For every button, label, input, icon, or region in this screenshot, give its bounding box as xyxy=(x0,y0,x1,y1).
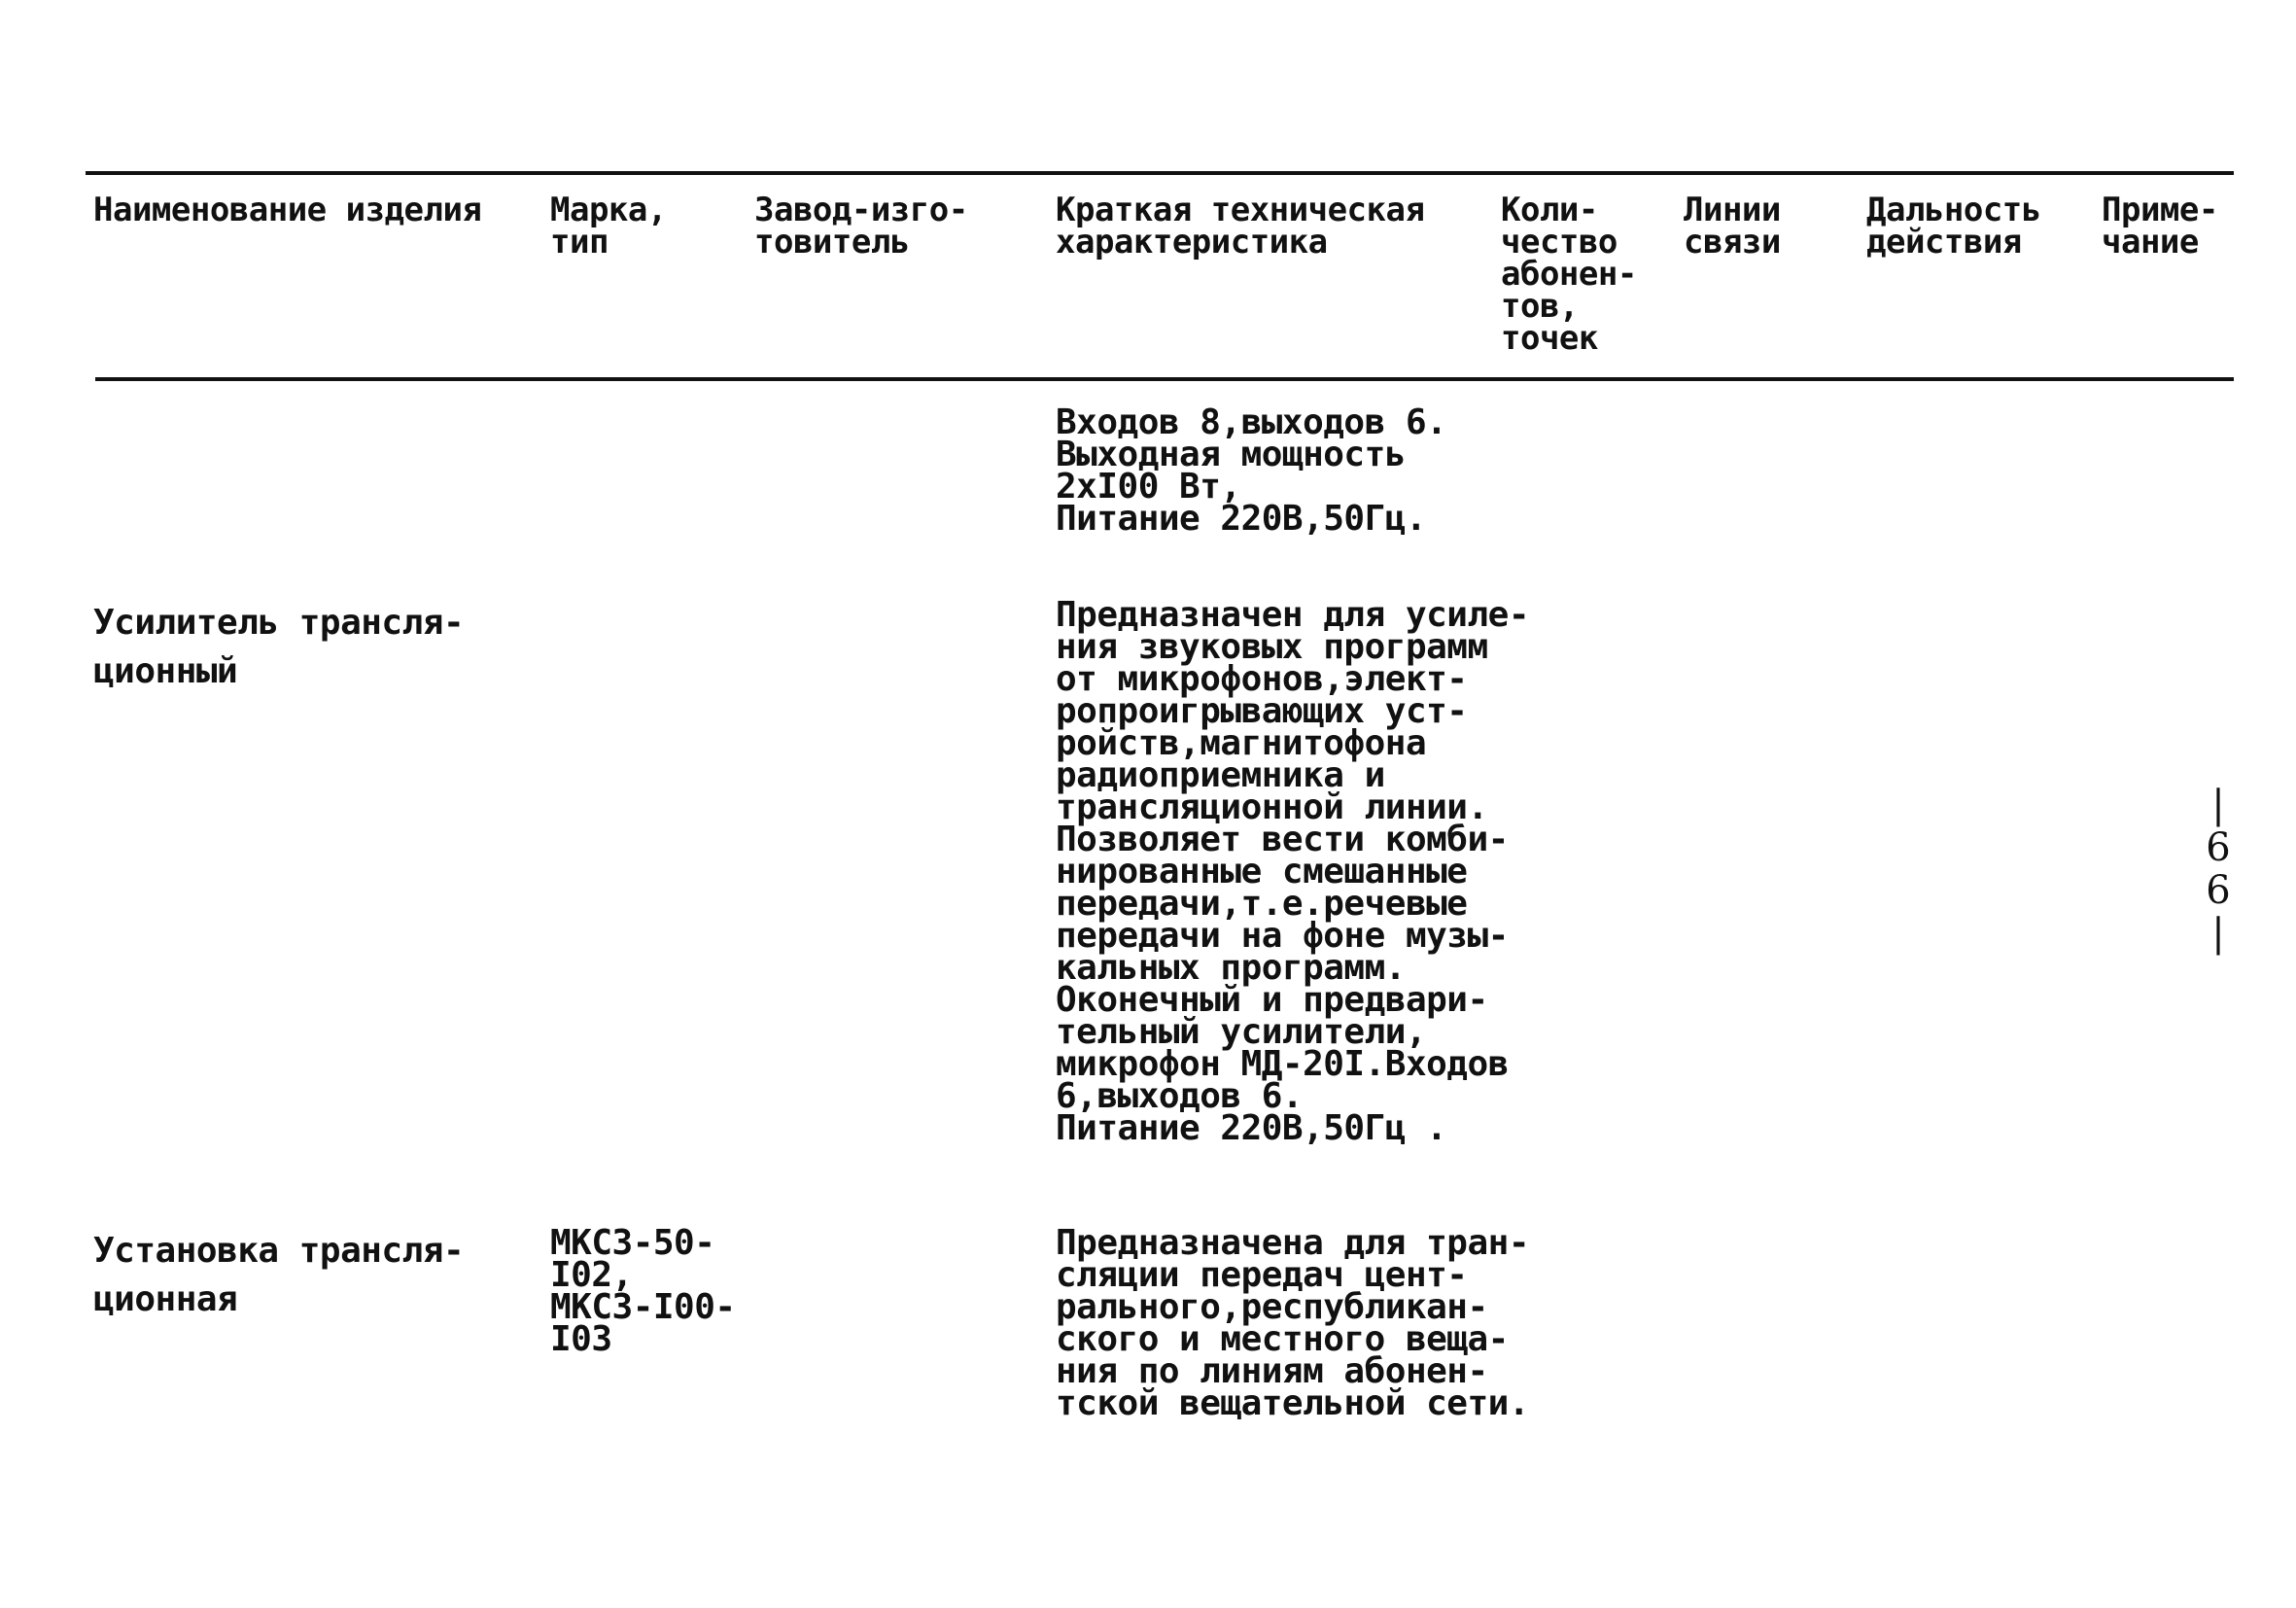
row-3-name: Установка трансля- ционная xyxy=(93,1231,465,1319)
header-range: Дальность действия xyxy=(1866,191,2041,262)
header-product-name: Наименование изделия xyxy=(93,191,482,229)
header-manufacturer: Завод-изго- товитель xyxy=(754,191,968,262)
table-header-rule xyxy=(95,377,2234,381)
header-tech-description: Краткая техническая характеристика xyxy=(1056,191,1425,262)
page-number-mark: | 6 6 | xyxy=(2206,783,2231,956)
row-1-description: Входов 8,выходов 6. Выходная мощность 2хI00 Вт, Питание 220В,50Гц. xyxy=(1056,402,1447,539)
header-communication-lines: Линии связи xyxy=(1684,191,1781,262)
header-mark-type: Марка, тип xyxy=(550,191,667,262)
header-note: Приме- чание xyxy=(2102,191,2218,262)
row-3-description: Предназначена для тран- сляции передач цент- рального,республикан- ского и местного веща- ния по линиям абонен- тской вещательной сети. xyxy=(1056,1223,1529,1423)
header-subscriber-count: Коли- чество абонен- тов, точек xyxy=(1501,191,1637,358)
row-3-mark: МКСЗ-50- I02, МКСЗ-I00- I03 xyxy=(550,1223,736,1359)
row-2-description: Предназначен для усиле- ния звуковых программ от микрофонов,элект- ропроигрывающих уст- ройств,магнитофона радиоприемника и трансляционной линии. Позволяет вести комби- нированные смешанные передачи,т.е.речевые передачи на фоне музы- кальных программ. Оконечный и предвари- тельный усилители, микрофон МД-20I.Входов 6,выходов 6. Питание 220В,50Гц . xyxy=(1056,595,1529,1148)
table-top-rule xyxy=(86,171,2234,175)
row-2-name: Усилитель трансля- ционный xyxy=(93,603,465,691)
